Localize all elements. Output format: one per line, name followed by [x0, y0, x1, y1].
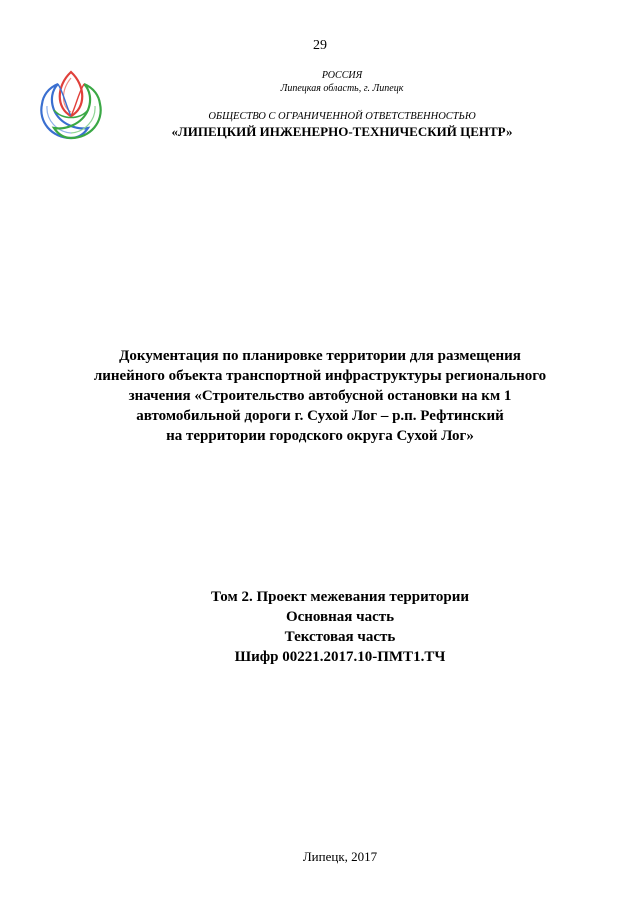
- document-title: [60, 346, 580, 446]
- volume-code: Шифр 00221.2017.10-ПМТ1.ТЧ: [234, 649, 446, 665]
- volume-section: Текстовая часть: [284, 629, 396, 645]
- title-line: линейного объекта транспортной инфраструктуры регионального: [93, 368, 547, 384]
- title-line: значения «Строительство автобусной остановки на км 1: [128, 388, 512, 404]
- header-region: Липецкая область, г. Липецк: [280, 83, 404, 94]
- volume-part: Основная часть: [285, 609, 395, 625]
- title-line: автомобильной дороги г. Сухой Лог – р.п. Рефтинский: [136, 408, 504, 424]
- header-country: РОССИЯ: [321, 70, 363, 81]
- title-line: на территории городского округа Сухой Лог»: [166, 428, 474, 444]
- volume-info: [0, 587, 640, 667]
- organization-type: ОБЩЕСТВО С ОГРАНИЧЕННОЙ ОТВЕТСТВЕННОСТЬЮ: [208, 111, 476, 122]
- volume-title: Том 2. Проект межевания территории: [210, 589, 470, 605]
- page-number: 29: [313, 38, 327, 53]
- organization-name: «ЛИПЕЦКИЙ ИНЖЕНЕРНО-ТЕХНИЧЕСКИЙ ЦЕНТР»: [171, 124, 513, 139]
- title-line: Документация по планировке территории для размещения: [119, 348, 521, 364]
- place-and-year: Липецк, 2017: [302, 849, 378, 864]
